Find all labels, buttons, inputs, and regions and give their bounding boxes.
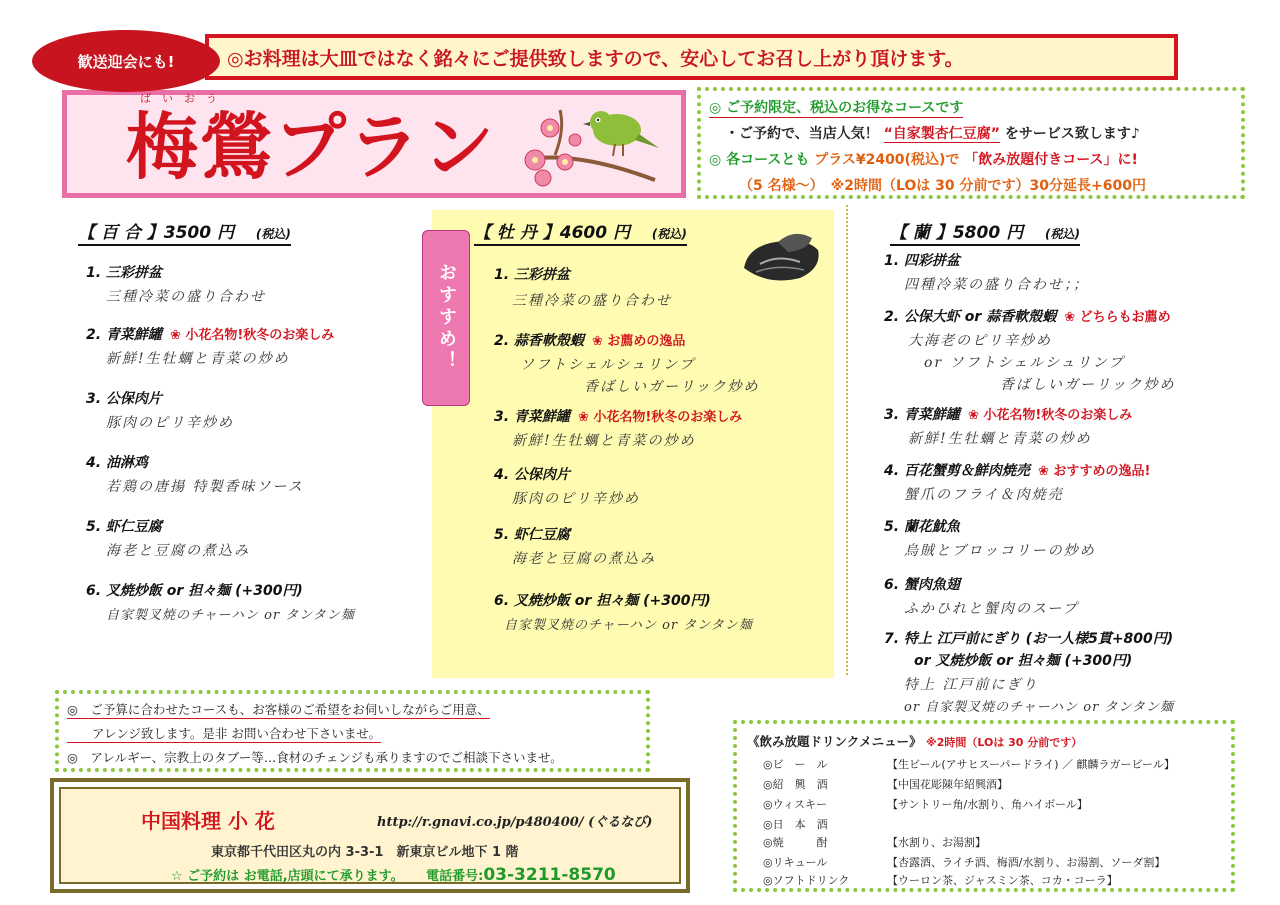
recommended-ribbon-text: おすすめ！ (436, 263, 457, 373)
drink-item-soft-drink: ◎ソフトドリンク 【ウーロン茶、ジャスミン茶、コカ・コーラ】 (763, 874, 1118, 887)
info-line-3c: 「飲み放題付きコース」に! (964, 152, 1138, 168)
drink-menu-title (747, 732, 1082, 750)
restaurant-address: 東京都千代田区丸の内 3-3-1 新東京ビル地下 1 階 (211, 845, 519, 860)
restaurant-info-inner (59, 787, 681, 884)
course1-dish-5: 5. 虾仁豆腐 (86, 519, 162, 535)
oyster-icon (738, 228, 824, 288)
course1-desc-4: 若鶏の唐揚 特製香味ソース (106, 479, 304, 495)
course3-dish-2: 2. 公保大虾 or 蒜香軟殼蝦 ❀ どちらもお薦め (884, 309, 1171, 325)
top-notice-text: ◎お料理は大皿ではなく銘々にご提供致しますので、安心してお召し上がり頂けます。 (227, 47, 964, 70)
course2-desc-2: ソフトシェルシュリンプ (520, 357, 696, 373)
course3-desc-2c: 香ばしいガーリック炒め (1000, 377, 1176, 393)
drink-item-beer: ◎ビ ー ル 【生ビール(アサヒスーパードライ) ／ 麒麟ラガービール】 (763, 758, 1175, 771)
course3-header (890, 218, 1080, 246)
course3-desc-5: 烏賊とブロッコリーの炒め (904, 543, 1096, 559)
course3-name: 【 蘭 】 (890, 223, 953, 243)
course3-desc-7: 特上 江戸前にぎり (904, 677, 1039, 693)
course1-header (78, 218, 291, 246)
drink-item-shochu: ◎焼 酎 【水割り、お湯割】 (763, 836, 986, 849)
course1-dish-6: 6. 叉焼炒飯 or 担々麺 (+300円) (86, 583, 303, 599)
course3-desc-4: 蟹爪のフライ＆肉焼売 (904, 487, 1064, 503)
farewell-party-badge-text: 歓送迎会にも! (77, 52, 175, 71)
course2-dish-4: 4. 公保肉片 (494, 467, 570, 483)
course2-dish-3: 3. 青菜鮮罐 ❀ 小花名物!秋冬のお楽しみ (494, 409, 743, 425)
course2-desc-4: 豚肉のピリ辛炒め (512, 491, 640, 507)
top-notice-banner (205, 34, 1178, 80)
column-separator (846, 205, 848, 675)
info-line-1: ◎ ご予約限定、税込のお得なコースです (709, 97, 963, 118)
info-line-2b: “自家製杏仁豆腐” (883, 126, 1001, 142)
course2-price: 4600 円 (559, 223, 630, 243)
course3-desc-2b: or ソフトシェルシュリンプ (924, 355, 1125, 371)
restaurant-name: 中国料理 小 花 (141, 809, 275, 833)
drink-item-whisky: ◎ウィスキー 【サントリー角/水割り、角ハイボール】 (763, 798, 1088, 811)
drink-item-liqueur: ◎リキュール 【杏露酒、ライチ酒、梅酒/水割り、お湯割、ソーダ割】 (763, 856, 1166, 869)
course2-dish-2: 2. 蒜香軟殼蝦 ❀ お薦めの逸品 (494, 333, 686, 349)
course2-dish-5: 5. 虾仁豆腐 (494, 527, 570, 543)
course2-dish-6: 6. 叉焼炒飯 or 担々麺 (+300円) (494, 593, 711, 609)
course3-desc-6: ふかひれと蟹肉のスープ (904, 601, 1079, 617)
course2-dish-1: 1. 三彩拼盆 (494, 267, 570, 283)
course1-tax: (税込) (255, 227, 291, 241)
course3-dish-6: 6. 蟹肉魚翅 (884, 577, 960, 593)
info-line-3a: ◎ 各コースとも (709, 152, 810, 168)
course3-price: 5800 円 (952, 223, 1024, 243)
course3-desc-3: 新鮮!生牡蠣と青菜の炒め (908, 431, 1092, 447)
drink-title: 《飲み放題ドリンクメニュー》 (747, 734, 922, 749)
tel-number[interactable]: 03-3211-8570 (483, 865, 616, 885)
reservation-note: ☆ ご予約は お電話,店頭にて承ります。 (171, 869, 404, 884)
course2-desc-2b: 香ばしいガーリック炒め (584, 379, 760, 395)
notes-line-2: アレンジ致します。是非 お問い合わせ下さいませ。 (67, 726, 381, 741)
course2-tax: (税込) (651, 227, 687, 241)
notes-line-3: ◎ アレルギー、宗教上のタブー等…食材のチェンジも承りますのでご相談下さいませ。 (67, 750, 563, 765)
farewell-party-badge (32, 30, 220, 92)
drink-menu-box (733, 720, 1235, 892)
restaurant-url[interactable]: http://r.gnavi.co.jp/p480400/ (ぐるなび) (377, 815, 653, 830)
course2-name: 【 牡 丹 】 (474, 223, 560, 243)
course3-dish-1: 1. 四彩拼盆 (884, 253, 960, 269)
course1-dish-4: 4. 油淋鸡 (86, 455, 148, 471)
course-info-box (697, 87, 1245, 199)
course1-dish-3: 3. 公保肉片 (86, 391, 162, 407)
info-line-3 (709, 149, 1138, 169)
info-line-2c: をサービス致します♪ (1004, 126, 1140, 142)
notes-line-1: ◎ ご予算に合わせたコースも、お客様のご希望をお伺いしながらご用意、 (67, 702, 490, 717)
course3-dish-5: 5. 蘭花魷魚 (884, 519, 960, 535)
tel-label: 電話番号: (426, 869, 484, 884)
course1-desc-5: 海老と豆腐の煮込み (106, 543, 250, 559)
drink-note: ※2時間（LOは 30 分前です） (926, 736, 1083, 749)
course1-desc-6: 自家製叉焼のチャーハン or タンタン麺 (106, 608, 355, 623)
custom-course-notes (55, 690, 650, 772)
drink-item-shaoxing: ◎紹 興 酒 【中国花彫陳年紹興酒】 (763, 778, 1008, 791)
info-line-4: （5 名様～） ※2時間（LOは 30 分前です）30分延長+600円 (739, 178, 1146, 194)
course3-desc-1: 四種冷菜の盛り合わせ；； (904, 277, 1089, 293)
course3-dish-7: 7. 特上 江戸前にぎり (お一人様5貫+800円) (884, 631, 1174, 647)
course2-desc-1: 三種冷菜の盛り合わせ (512, 293, 672, 309)
course3-desc-2: 大海老のピリ辛炒め (908, 333, 1052, 349)
course2-desc-3: 新鮮!生牡蠣と青菜の炒め (512, 433, 696, 449)
course1-price: 3500 円 (163, 223, 234, 243)
info-line-2 (725, 123, 1140, 143)
course3-dish-7-alt: or 叉焼炒飯 or 担々麺 (+300円) (914, 653, 1133, 669)
course1-desc-2: 新鮮!生牡蠣と青菜の炒め (106, 351, 290, 367)
drink-item-sake: ◎日 本 酒 (763, 818, 828, 831)
info-line-2a: ・ご予約で、当店人気！ (725, 126, 879, 142)
restaurant-info-box (50, 778, 690, 893)
plan-title-ruby: ば い お う (140, 92, 217, 105)
plan-title: 梅鶯プラン (126, 104, 497, 189)
course3-desc-7b: or 自家製叉焼のチャーハン or タンタン麺 (904, 700, 1174, 715)
course1-desc-3: 豚肉のピリ辛炒め (106, 415, 234, 431)
course1-name: 【 百 合 】 (78, 223, 164, 243)
course3-dish-3: 3. 青菜鮮罐 ❀ 小花名物!秋冬のお楽しみ (884, 407, 1133, 423)
recommended-ribbon (422, 230, 470, 406)
course1-dish-1: 1. 三彩拼盆 (86, 265, 162, 281)
course1-desc-1: 三種冷菜の盛り合わせ (106, 289, 266, 305)
plum-blossom-bird-icon (515, 100, 665, 190)
course2-desc-5: 海老と豆腐の煮込み (512, 551, 656, 567)
course2-header (474, 218, 687, 246)
course1-dish-2: 2. 青菜鮮罐 ❀ 小花名物!秋冬のお楽しみ (86, 327, 335, 343)
course3-tax: (税込) (1045, 227, 1080, 241)
course3-dish-4: 4. 百花蟹剪＆鮮肉焼売 ❀ おすすめの逸品! (884, 463, 1151, 479)
course2-desc-6: 自家製叉焼のチャーハン or タンタン麺 (504, 618, 753, 633)
restaurant-reserve (171, 865, 616, 885)
info-line-3b: プラス¥2400(税込)で (814, 152, 960, 168)
